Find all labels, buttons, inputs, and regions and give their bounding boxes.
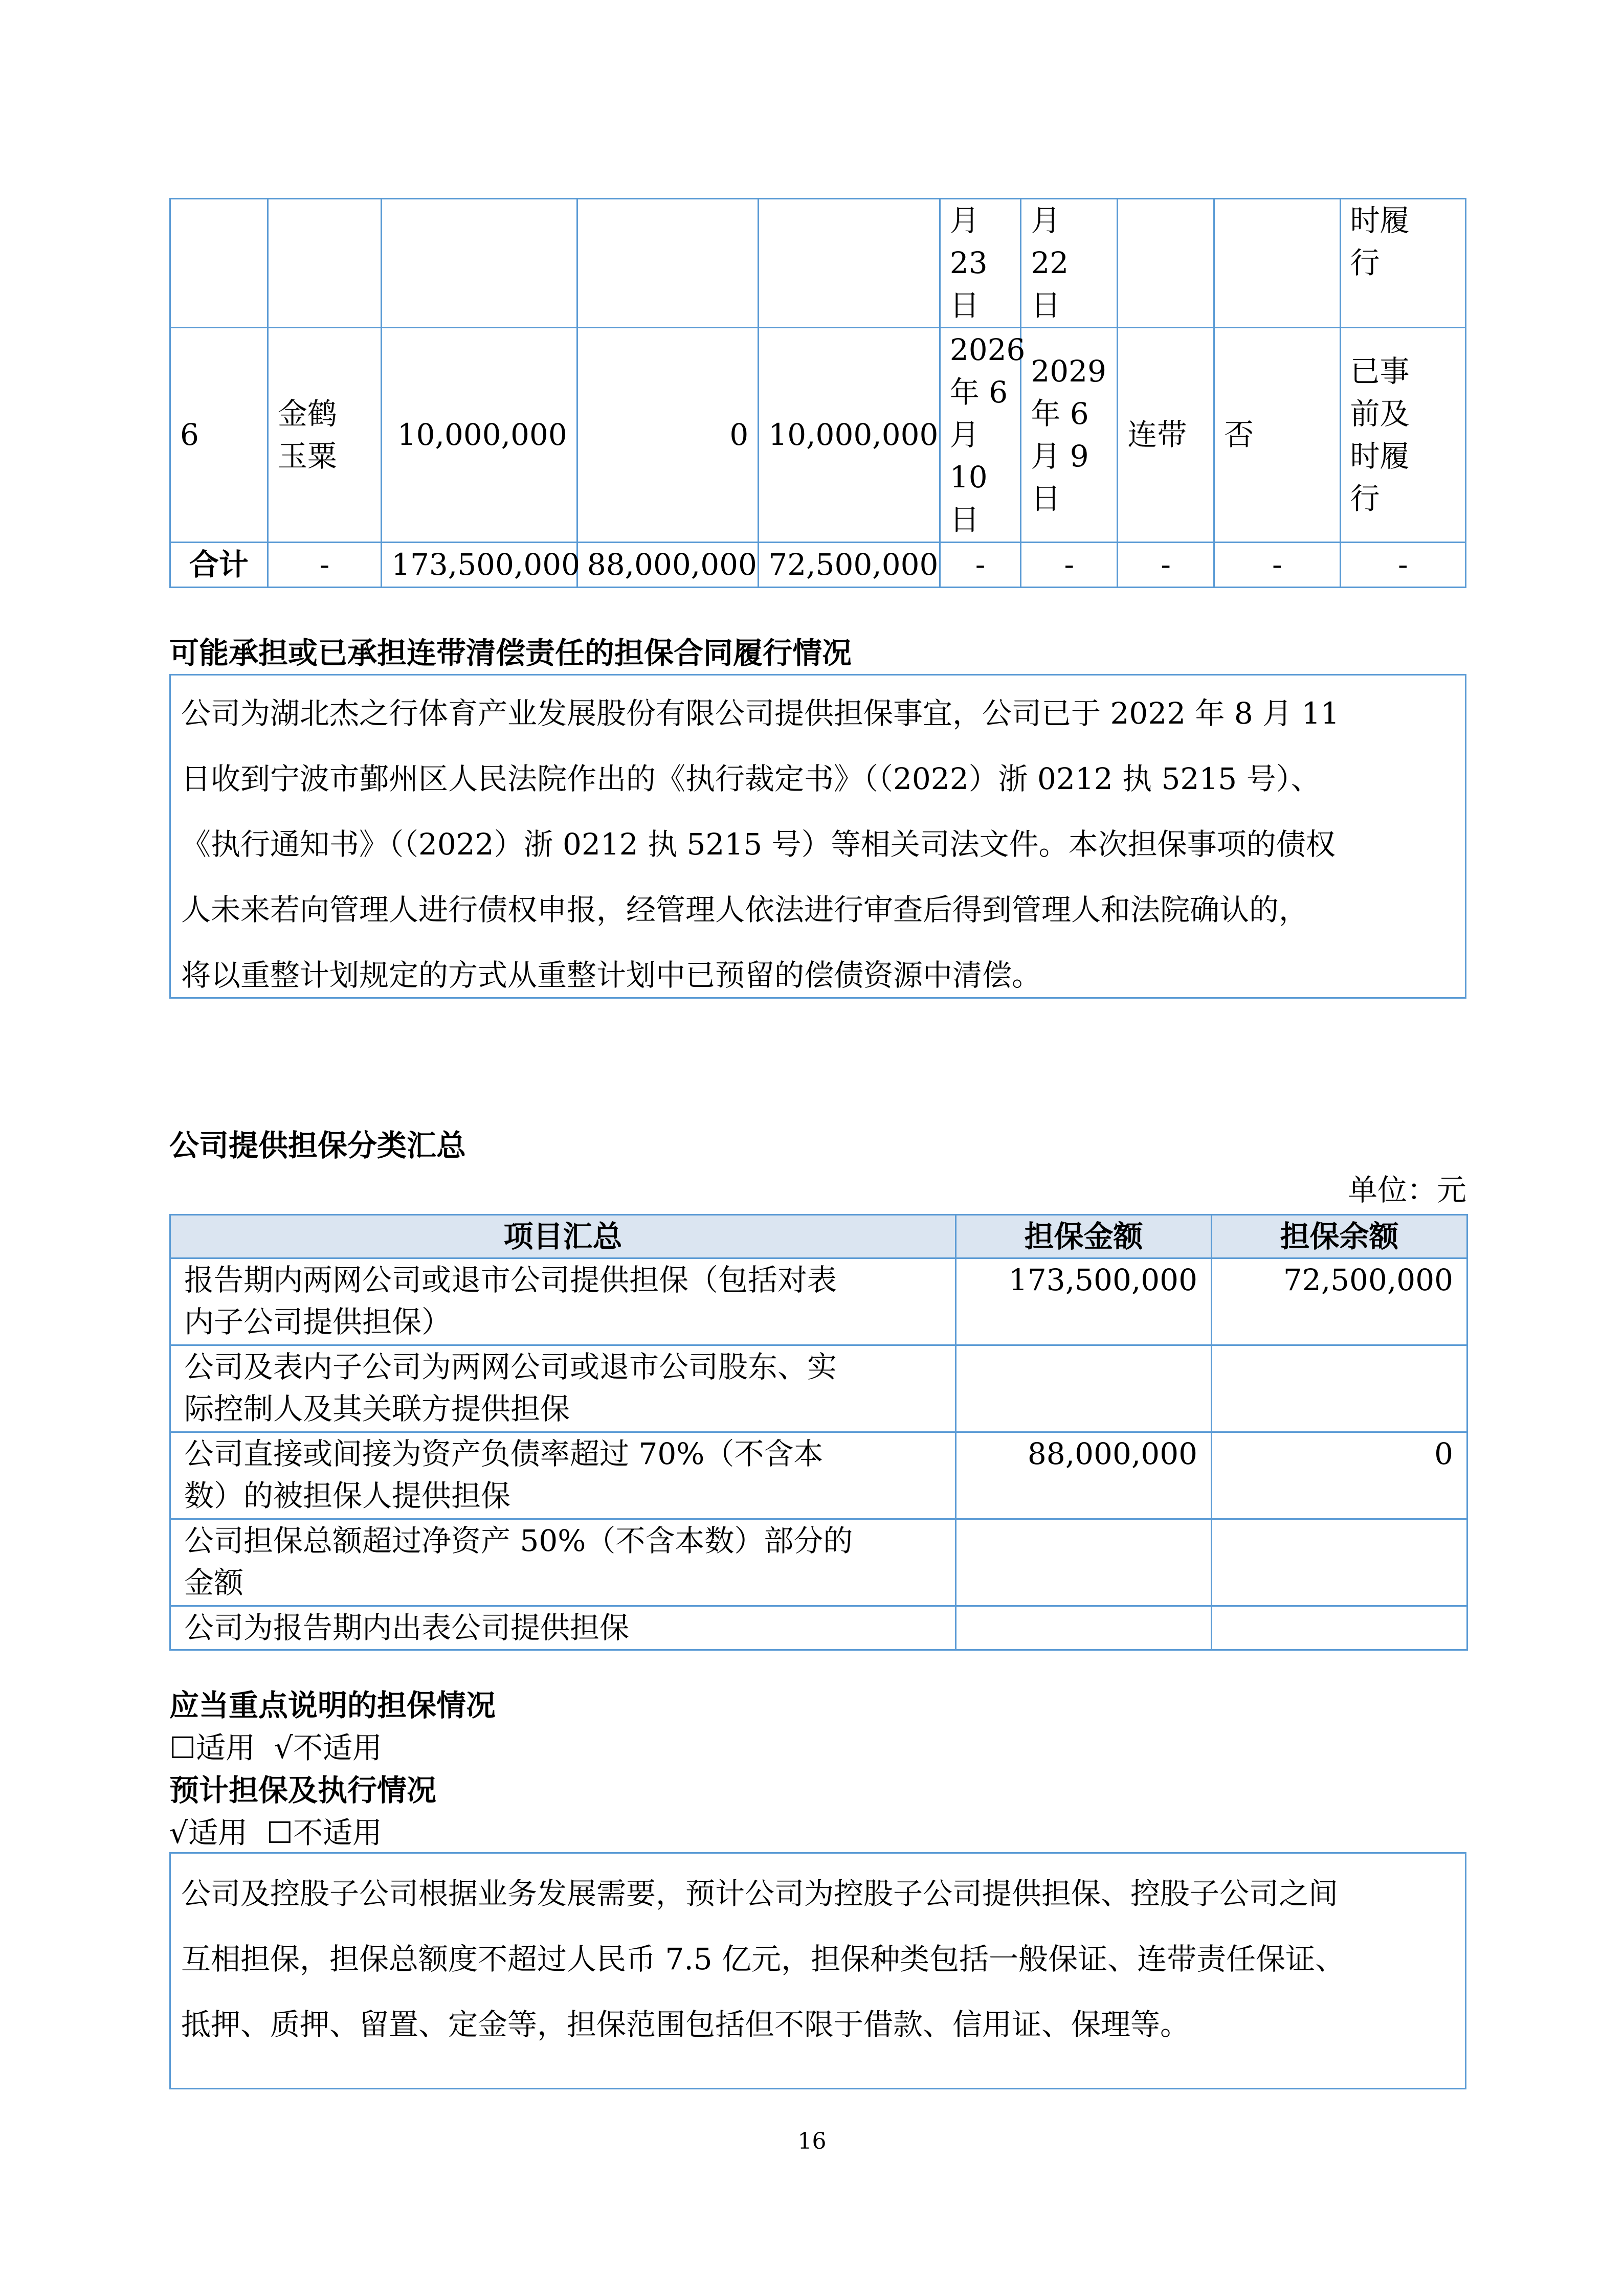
end-date-cell: 月 22 日 (1021, 199, 1118, 328)
start-date-cell: 月 23 日 (940, 199, 1021, 328)
table-row (170, 1432, 1467, 1519)
performance-cell: 时履 行 (1340, 199, 1466, 328)
performance-cell: 已事 前及 时履 行 (1340, 328, 1466, 543)
unit-label: 单位：元 (1347, 1173, 1466, 1207)
summary-amount: 88,000,000 (956, 1432, 1212, 1519)
row-index: 6 (170, 328, 268, 543)
balance-amount: 10,000,000 (759, 328, 940, 543)
joint-liability-heading: 可能承担或已承担连带清偿责任的担保合同履行情况 (169, 636, 852, 670)
page-number: 16 (797, 2128, 827, 2154)
table-row (170, 1606, 1467, 1650)
table-row (170, 1345, 1467, 1432)
summary-balance (1212, 1519, 1467, 1606)
performed-amount: 0 (577, 328, 758, 543)
start-date-cell: 2026 年 6 月 10 日 (940, 328, 1021, 543)
joint-liability-text: 公司为湖北杰之行体育产业发展股份有限公司提供担保事宜，公司已于 2022 年 8 月 11 日收到宁波市鄞州区人民法院作出的《执行裁定书》（（2022）浙 0212 执 5215 号）、 《执行通知书》（（2022）浙 0212 执 5215 号）等相关司法文件。本次担保事项的债权 人未来若向管理人进行债权申报，经管理人依法进行审查后得到管理人和法院确认的， 将以重整计划规定的方式从重整计划中已预留的偿债资源中清偿。 (181, 696, 1340, 993)
end-date-cell: 2029 年 6 月 9 日 (1021, 328, 1118, 543)
summary-amount (956, 1606, 1212, 1650)
expected-guarantee-box (169, 1852, 1466, 2089)
table-row (170, 1519, 1467, 1606)
guarantee-type: 连带 (1118, 328, 1214, 543)
table-row (170, 1258, 1467, 1345)
summary-amount (956, 1519, 1212, 1606)
header-amount: 担保金额 (956, 1215, 1212, 1258)
guarantee-amount: 10,000,000 (382, 328, 577, 543)
summary-balance (1212, 1345, 1467, 1432)
total-row: 合计 - 173,500,000 88,000,000 72,500,000 - - - - - (170, 543, 1466, 588)
expected-guarantee-text: 公司及控股子公司根据业务发展需要，预计公司为控股子公司提供担保、控股子公司之间 互相担保，担保总额度不超过人民币 7.5 亿元，担保种类包括一般保证、连带责任保证、 抵押、质押、留置、定金等，担保范围包括但不限于借款、信用证、保理等。 (181, 1876, 1345, 2042)
key-guarantee-heading: 应当重点说明的担保情况 (169, 1688, 496, 1723)
summary-item: 报告期内两网公司或退市公司提供担保（包括对表 内子公司提供担保） (170, 1258, 956, 1345)
guarantee-summary-table (169, 1214, 1468, 1651)
total-amount: 173,500,000 (382, 543, 577, 588)
summary-balance: 72,500,000 (1212, 1258, 1467, 1345)
table-header-row (170, 1215, 1467, 1258)
total-label: 合计 (170, 543, 268, 588)
total-balance: 72,500,000 (759, 543, 940, 588)
expected-guarantee-heading: 预计担保及执行情况 (169, 1773, 437, 1808)
summary-heading: 公司提供担保分类汇总 (169, 1128, 466, 1163)
joint-liability-box (169, 674, 1466, 999)
header-balance: 担保余额 (1212, 1215, 1467, 1258)
guarantee-object: 金鹤 玉粟 (268, 328, 381, 543)
table-row-continued (170, 199, 1466, 328)
summary-balance: 0 (1212, 1432, 1467, 1519)
summary-item: 公司担保总额超过净资产 50%（不含本数）部分的 金额 (170, 1519, 956, 1606)
key-guarantee-options: ☐适用 √不适用 (169, 1730, 382, 1765)
summary-amount (956, 1345, 1212, 1432)
related-party: 否 (1214, 328, 1340, 543)
summary-balance (1212, 1606, 1467, 1650)
total-performed: 88,000,000 (577, 543, 758, 588)
summary-amount: 173,500,000 (956, 1258, 1212, 1345)
summary-item: 公司直接或间接为资产负债率超过 70%（不含本 数）的被担保人提供担保 (170, 1432, 956, 1519)
table-row (170, 328, 1466, 543)
summary-item: 公司为报告期内出表公司提供担保 (170, 1606, 956, 1650)
guarantee-detail-table (169, 198, 1466, 588)
summary-item: 公司及表内子公司为两网公司或退市公司股东、实 际控制人及其关联方提供担保 (170, 1345, 956, 1432)
expected-guarantee-options: √适用 ☐不适用 (169, 1815, 382, 1850)
header-item: 项目汇总 (170, 1215, 956, 1258)
